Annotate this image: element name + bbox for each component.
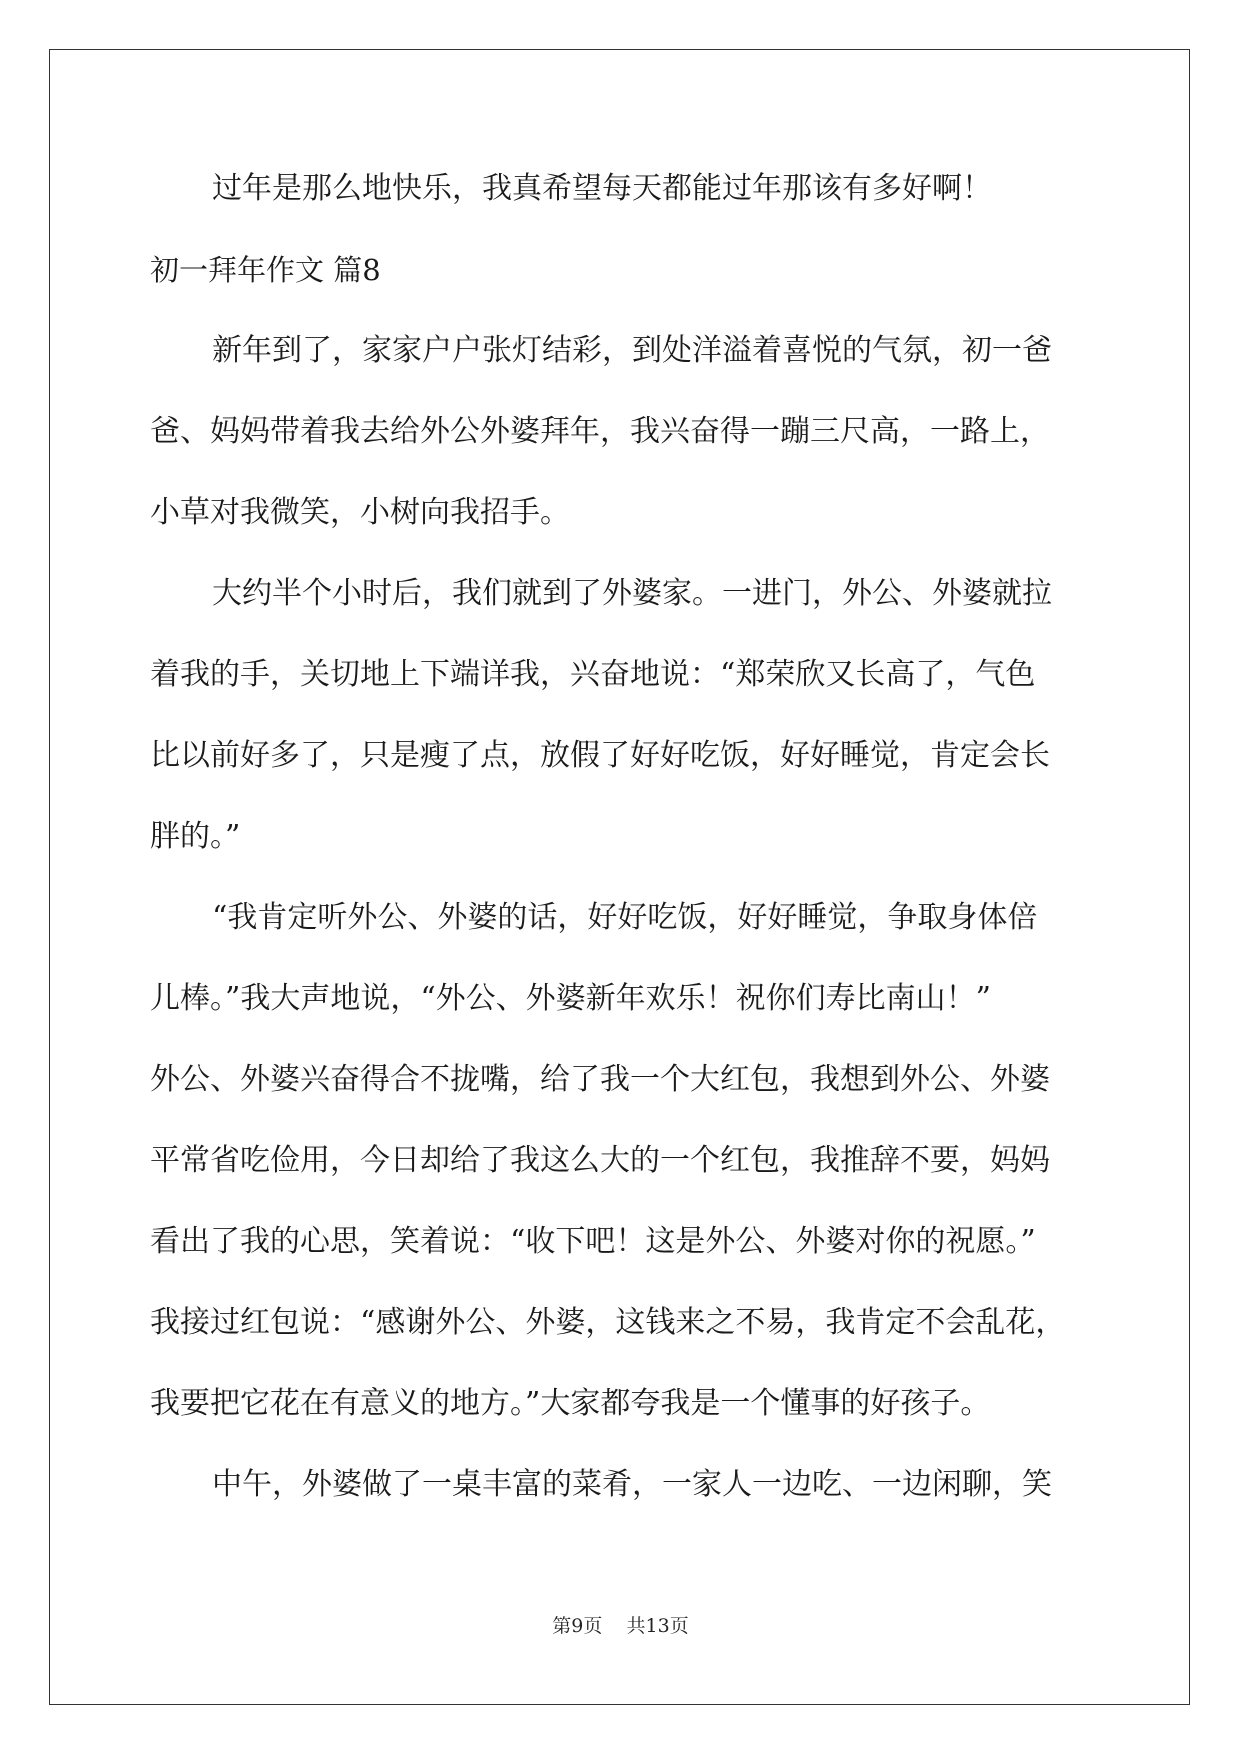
text-line-14: 看出了我的心思，笑着说：“收下吧！这是外公、外婆对你的祝愿。”	[150, 1224, 1036, 1259]
text-line-2: 初一拜年作文 篇8	[150, 253, 381, 287]
text-line-3: 新年到了，家家户户张灯结彩，到处洋溢着喜悦的气氛，初一爸	[212, 333, 1052, 368]
page-total: 共13页	[626, 1615, 689, 1637]
page-number: 第9页	[552, 1615, 603, 1637]
text-line-16: 我要把它花在有意义的地方。”大家都夸我是一个懂事的好孩子。	[150, 1386, 991, 1421]
text-line-8: 比以前好多了，只是瘦了点，放假了好好吃饭，好好睡觉，肯定会长	[150, 738, 1050, 773]
text-line-4: 爸、妈妈带着我去给外公外婆拜年，我兴奋得一蹦三尺高，一路上，	[150, 414, 1050, 449]
document-body	[150, 168, 1092, 1545]
text-line-1: 过年是那么地快乐，我真希望每天都能过年那该有多好啊！	[212, 171, 992, 206]
text-line-17: 中午，外婆做了一桌丰富的菜肴，一家人一边吃、一边闲聊，笑	[212, 1467, 1052, 1502]
text-line-5: 小草对我微笑，小树向我招手。	[150, 495, 570, 530]
text-line-12: 外公、外婆兴奋得合不拢嘴，给了我一个大红包，我想到外公、外婆	[150, 1062, 1050, 1097]
text-line-11: 儿棒。”我大声地说，“外公、外婆新年欢乐！祝你们寿比南山！”	[150, 981, 992, 1016]
text-line-7: 着我的手，关切地上下端详我，兴奋地说：“郑荣欣又长高了，气色	[150, 657, 1036, 692]
text-line-10: “我肯定听外公、外婆的话，好好吃饭，好好睡觉，争取身体倍	[212, 900, 1038, 935]
text-line-9: 胖的。”	[150, 819, 241, 854]
text-line-13: 平常省吃俭用，今日却给了我这么大的一个红包，我推辞不要，妈妈	[150, 1143, 1050, 1178]
text-line-6: 大约半个小时后，我们就到了外婆家。一进门，外公、外婆就拉	[212, 576, 1052, 611]
page-footer	[0, 1614, 1241, 1638]
text-line-15: 我接过红包说：“感谢外公、外婆，这钱来之不易，我肯定不会乱花，	[150, 1305, 1066, 1340]
